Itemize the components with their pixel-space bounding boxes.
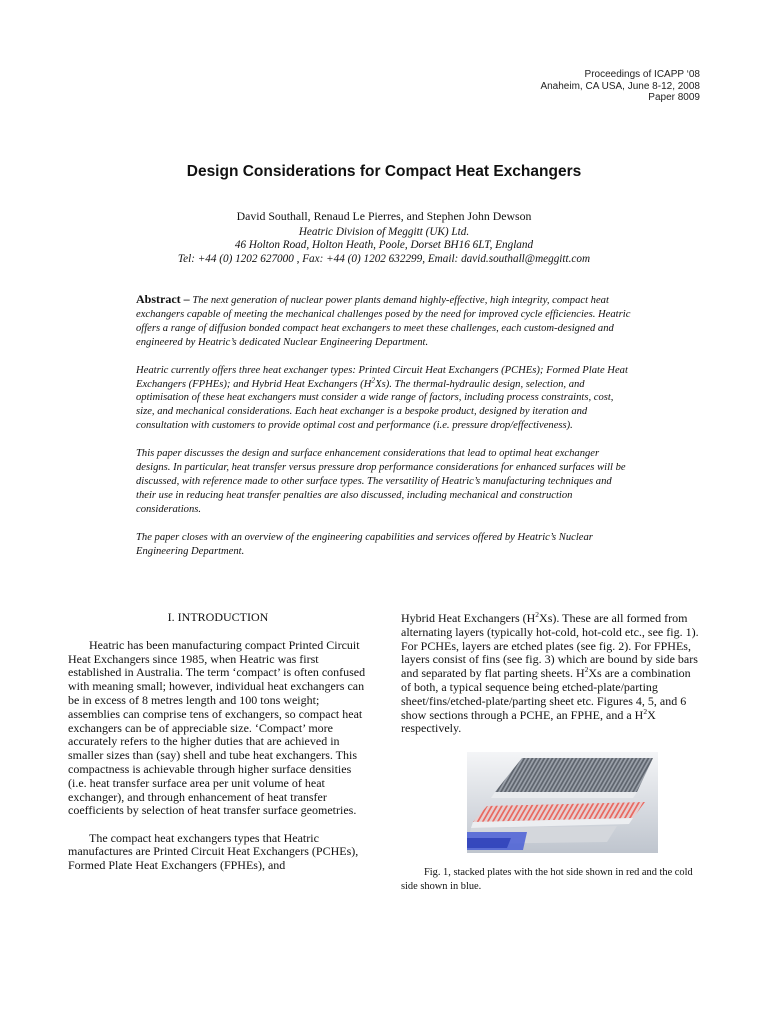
right-text-d: X respectively. (401, 707, 656, 736)
section-heading-introduction: I. INTRODUCTION (167, 610, 269, 624)
right-column (401, 612, 702, 750)
conference-location: Anaheim, CA USA, June 8-12, 2008 (540, 80, 700, 92)
right-text-a: Hybrid Heat Exchangers (H (401, 611, 536, 625)
paper-title: Design Considerations for Compact Heat Exchangers (186, 163, 582, 180)
top-plate-channels (495, 758, 653, 792)
right-text-c: Xs are a combination of both, a typical sequence being etched-plate/parting sheet/fins/etched-plate/parting sheet etc. Figures 4, 5, and 6 show sections through a PCHE, an FPHE, and a H (401, 666, 691, 722)
abstract-text-1: The next generation of nuclear power plants demand highly-effective, high integrity, compact heat exchangers capable of meeting the mechanical challenges posed by the need for improved cycle efficiencies. Heatric offers a range of diffusion bonded compact heat exchangers to meet these challenges, each custom-designed and engineered by Heatric’s dedicated Nuclear Engineering Department. (136, 295, 631, 348)
stacked-plates-illustration (467, 752, 658, 853)
author-affiliation: Heatric Division of Meggitt (UK) Ltd. (298, 225, 470, 238)
abstract-text-2b: Xs). The thermal-hydraulic design, selection, and optimisation of these heat exchangers must consider a wide range of factors, including process constraints, cost, size, and mechanical considerations. Each heat exchanger is a bespoke product, designed by iteration and consultation with customers to provide optimal cost and performance (i.e. pressure drop/effectiveness). (136, 378, 614, 432)
intro-paragraph-2: The compact heat exchangers types that Heatric manufactures are Printed Circuit Heat Exchangers (PCHEs), Formed Plate Heat Exchangers (FPHEs), and (68, 830, 359, 873)
right-text-b: Xs). These are all formed from alternating layers (typically hot-cold, hot-cold etc., see fig. 1). For PCHEs, layers are etched plates (see fig. 2). For FPHEs, layers consist of fins (see fig. 3) which are bound by side bars and separated by flat parting sheets. H (401, 611, 699, 681)
abstract-label: Abstract – (136, 292, 190, 306)
figure-caption: Fig. 1, stacked plates with the hot side shown in red and the cold side shown in blue. (401, 867, 693, 892)
superscript: 2 (535, 610, 540, 619)
superscript: 2 (584, 665, 589, 675)
proceedings-header (540, 69, 700, 104)
author-names: David Southall, Renaud Le Pierres, and Stephen John Dewson (236, 209, 532, 223)
author-address: 46 Holton Road, Holton Heath, Poole, Dorset BH16 6LT, England (234, 239, 534, 251)
intro-paragraph-3 (401, 612, 702, 736)
intro-paragraph-1: Heatric has been manufacturing compact Printed Circuit Heat Exchangers since 1985, when Heatric was first established in Australia. The term ‘compact’ is often confused with meaning small; however, individual heat exchangers can be in excess of 8 metres length and 100 tons weight; assemblies can comprise tens of exchangers, so compact heat exchangers can be of appreciable size. ‘Compact’ more accurately refers to the higher duties that are achieved in smaller sizes than (say) shell and tube heat exchangers. This compactness is achievable through higher surface densities (i.e. heat transfer surface area per unit volume of heat exchanger), and through enhancement of heat transfer coefficients by selection of heat transfer surface geometries. (68, 637, 366, 818)
abstract-paragraph-1 (136, 293, 634, 350)
abstract-paragraph-3: This paper discusses the design and surface enhancement considerations that lead to optimal heat exchanger designs. In particular, heat transfer versus pressure drop performance considerations for enhanced surfaces will be discussed, with reference made to other surface types. The versatility of Heatric’s manufacturing techniques and their use in reducing heat transfer penalties are also discussed, including mechanical and construction considerations. (136, 448, 626, 515)
abstract-text-2a: Heatric currently offers three heat exchanger types: Printed Circuit Heat Exchangers (PCHEs); Formed Plate Heat Exchangers (FPHEs); and Hybrid Heat Exchangers (H (136, 364, 628, 390)
figure-stacked-plates (467, 752, 658, 853)
author-contact: Tel: +44 (0) 1202 627000 , Fax: +44 (0) 1202 632299, Email: david.southall@meggitt.com (177, 252, 591, 265)
abstract-paragraph-2 (136, 364, 634, 434)
superscript: 2 (371, 375, 376, 384)
proceedings-title: Proceedings of ICAPP ‘08 (584, 69, 700, 80)
left-column (68, 611, 368, 887)
paper-number: Paper 8009 (648, 92, 700, 103)
abstract (136, 293, 634, 573)
authors-block (0, 210, 768, 266)
abstract-paragraph-4: The paper closes with an overview of the engineering capabilities and services offered by Heatric’s Nuclear Engineering Department. (136, 531, 593, 557)
superscript: 2 (643, 706, 648, 716)
